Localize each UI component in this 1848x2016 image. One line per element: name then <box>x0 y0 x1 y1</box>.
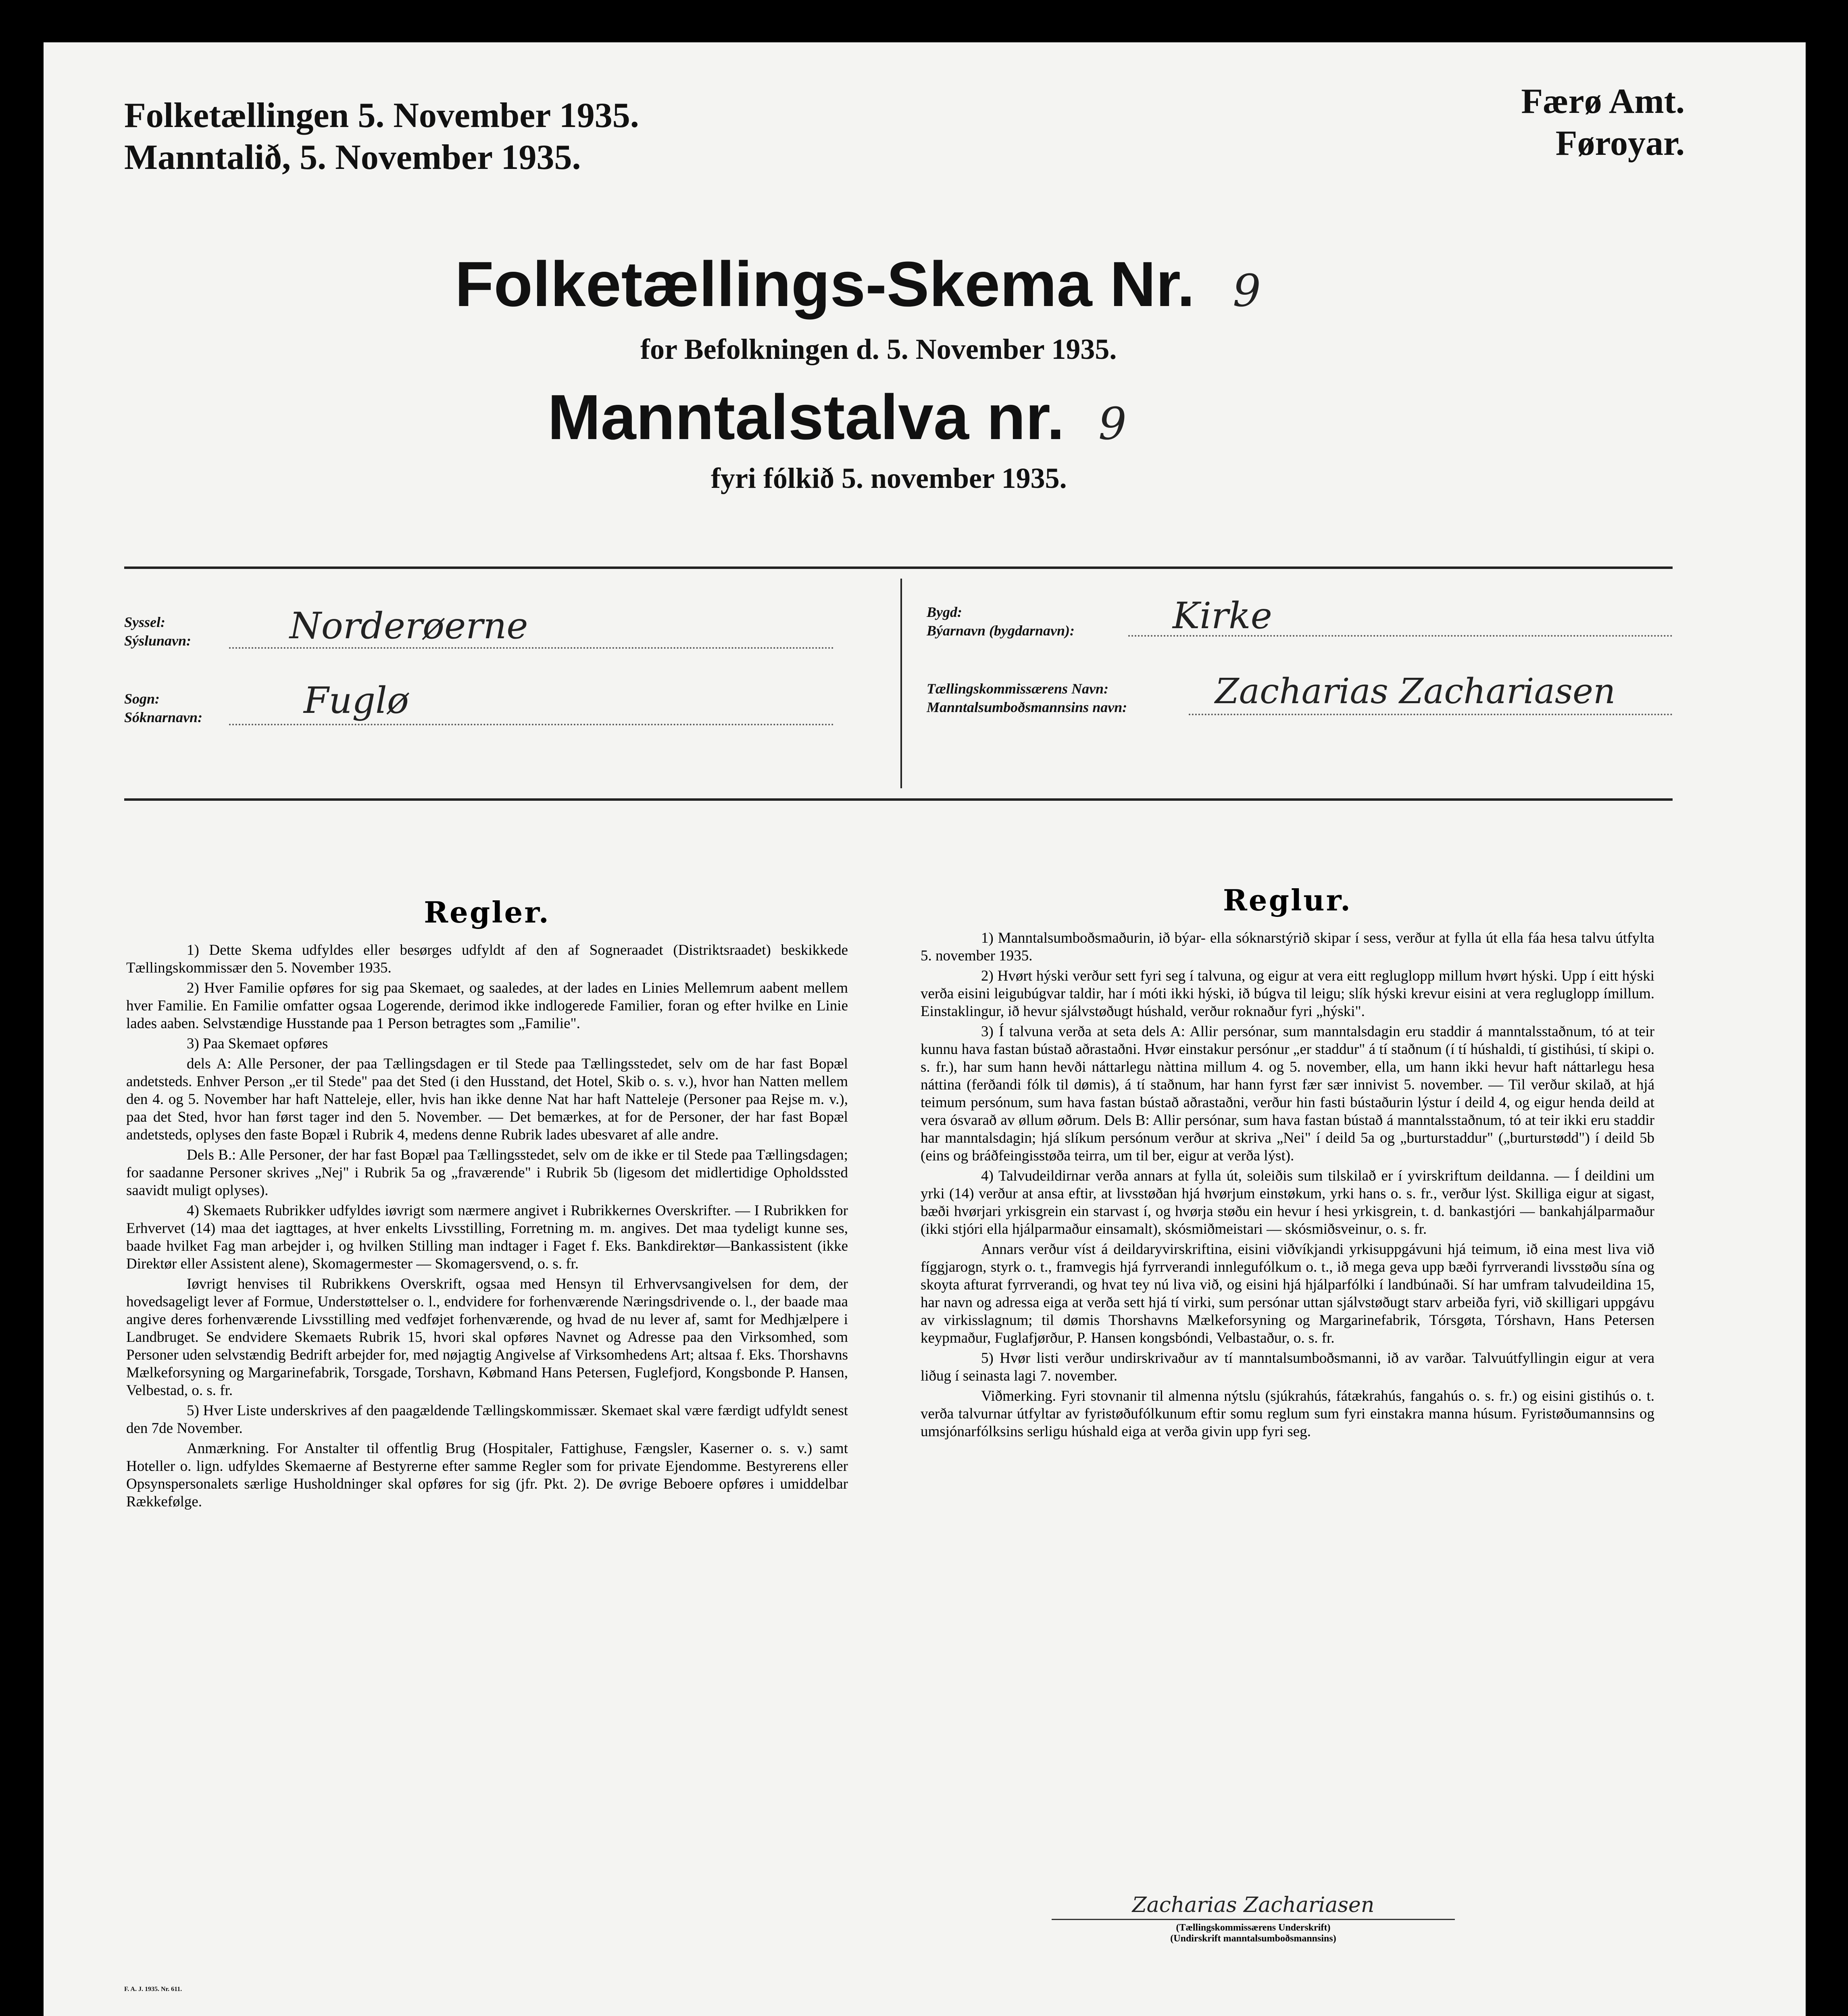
header-left-line2: Manntalið, 5. November 1935. <box>124 138 581 177</box>
regler-paragraph: 1) Dette Skema udfyldes eller besørges udfyldt af den af Sogneraadet (Distriktsraadet) beskikkede Tællingskommissær den 5. November 1935. <box>126 942 848 976</box>
regler-column <box>126 895 848 1513</box>
reglur-column <box>921 883 1654 1443</box>
print-code: F. A. J. 1935. Nr. 611. <box>124 1986 182 1993</box>
bygd-label-2: Býarnavn (bygdarnavn): <box>927 623 1075 639</box>
sogn-value: Fuglø <box>304 679 409 722</box>
regler-paragraph: 4) Skemaets Rubrikker udfyldes iøvrigt som nærmere angivet i Rubrikkernes Overskrifter. — I Rubrikken for Erhvervet (14) maa det iagttages, at hver enkelts Livsstilling, Forretning m. m. angives. Det maa tydeligt kunne ses, baade hvilket Fag man arbejder i, og hvilken Stilling man indtager i Faget f. Eks. Bankdirektør—Bankassistent (ikke Direktør eller Assistent alene), Skomagermester — Skomagersvend, o. s. fr. <box>126 1202 848 1272</box>
manntalstalva-title-text: Manntalstalva nr. <box>548 382 1065 453</box>
middle-vertical-divider <box>900 579 902 788</box>
regler-heading: Regler. <box>424 895 550 929</box>
reglur-paragraph: 5) Hvør listi verður undirskrivaður av tí manntalsumboðsmanni, ið av varðar. Talvuútfyllingin eigur at vera liðug í seinasta lagi 7. november. <box>921 1350 1654 1384</box>
syssel-value: Norderøerne <box>290 605 528 647</box>
reglur-paragraph: 4) Talvudeildirnar verða annars at fylla út, soleiðis sum tilskilað er í yvirskriftum deildanna. — Í deildini um yrki (14) verður at ansa eftir, at livsstøðan hjá hvørjum einstøkum, yrki hans o. s. fr., verður lýst. Skilliga eigur at sigast, bæði hvørjari yrkisgrein ein starvast í, og hvørja støðu ein hevur í hesi yrkisgrein, t. d. bankastjóri — bankahjálparmaður (ikki stjóri ella hjálparmaður einsamalt), skósmiðmeistari — skósmiðsveinur, o. s. fr. <box>921 1168 1654 1237</box>
syssel-label-1: Syssel: <box>124 614 165 630</box>
kommissaer-label-2: Manntalsumboðsmannsins navn: <box>927 699 1127 715</box>
sogn-label <box>124 689 202 727</box>
folkid-line: fyri fólkið 5. november 1935. <box>711 462 1067 494</box>
signature: Zacharias Zachariasen <box>1052 1893 1455 1920</box>
bottom-divider <box>124 798 1673 801</box>
header-left-line1: Folketællingen 5. November 1935. <box>124 96 639 135</box>
syssel-line <box>229 647 834 649</box>
syssel-label-2: Sýslunavn: <box>124 633 192 649</box>
reglur-paragraph: Annars verður víst á deildaryvirskriftina, eisini viðvíkjandi yrkisuppgávuni hjá teimum, ið eina mest liva við fíggjarogn, styrk o. t., framvegis hjá fyrrverandi innlegufólkum o. t., ið mega geva upp bæði fyrrverandi livsstøðu sína og skoyta afturat fyrrverandi, og hvat tey nú liva við, og eisini hjá hjálparfólki í landbúnaði. Sí har umfram talvudeildina 15, har navn og adressa eiga at verða sett hjá tí virki, sum persónar uttan sjálvstøðugt starv arbeiða fyri, við skilligari uppgávu av virkisslagnum; til dømis Thorshavns Mælkeforsyning og Margarinefabrik, Tórsgøta, Tórshavn, Hans Petersen keypmaður, Fuglafjørður, P. Hansen kongsbóndi, Velbastaður, o. s. fr. <box>921 1241 1654 1346</box>
bygd-label-1: Bygd: <box>927 604 962 620</box>
kommissaer-label <box>927 679 1127 716</box>
kommissaer-line <box>1189 714 1673 715</box>
regler-paragraph: Iøvrigt henvises til Rubrikkens Overskrift, ogsaa med Hensyn til Erhvervsangivelsen for dem, der hovedsageligt lever af Formue, Understøttelser o. l., endvidere for forhenværende Næringsdrivende o. l., der baade maa angive deres forhenværende Livsstilling med vedføjet forhenværende, og hvad de nu lever af, samt for Medhjælpere i Landbruget. Se endvidere Skemaets Rubrik 15, hvori skal opføres Navnet og Adresse paa den Virksomhed, som Personer uden selvstændig Bedrift arbejder for, med nøjagtig Angivelse af Virksomhedens Art; altsaa f. Eks. Thorshavns Mælkeforsyning og Margarinefabrik, Torsgade, Torshavn, Købmand Hans Petersen, Fuglefjord, Kongsbonde P. Hansen, Velbestad, o. s. fr. <box>126 1276 848 1399</box>
sogn-line <box>229 724 834 725</box>
reglur-paragraph: 3) Í talvuna verða at seta dels A: Allir persónar, sum manntalsdagin eru staddir á manntalsstaðnum, tó at teir kunnu hava fastan bústað aðrastaðni. Hvør einstakur persónur „er staddur" á tí staðnum (í tí húshaldi, tí gistihúsi, tí skipi o. s. fr.), har sum hann hevði náttarlegu nàttina millum 4. og 5. november, ella, um hann ikki hevur haft náttarlegu hesa náttina (ferðandi fólk til dømis), á tí staðnum, har hann fyrst fær sær innivist 5. november. — Til verður skilað, at hjá teimum persónum, sum hava fastan bústað aðrastaðni, verður hin fasti bústaðurin lýstur í deild 4, og eigur henda deild at vera ósvarað av øllum øðrum. Dels B: Allir persónar, sum hava fastan bústað á manntalsstaðnum, tó at teir ikki eru staddir har manntalsdagin; hjá slíkum persónum verður at skriva „Nei" í deild 5a og „burturstaddur" („burturstødd") í deild 5b (eins og bráðfeingisstøða teirra, um til ber, eigur at verða lýst). <box>921 1023 1654 1164</box>
reglur-paragraph: 2) Hvørt hýski verður sett fyri seg í talvuna, og eigur at vera eitt regluglopp millum hvørt hýski. Upp í eitt hýski verða eisini leigubúgvar taldir, har í móti ikki hýski, ið búgva til leigu; slík hýski krevur eisini at vera regluglopp ímillum. Einstaklingur, ið hevur sjálvstøðugt húshald, verður roknaður fyri „hýski". <box>921 968 1654 1020</box>
reglur-paragraph: Viðmerking. Fyri stovnanir til almenna nýtslu (sjúkrahús, fátækrahús, fangahús o. s. fr.) og eisini gistihús o. t. verða talvurnar útfyltar av fyristøðufólkunum eftir somu reglum sum fyri einstakra manna húsum. Fyristøðumannsins og umsjónarfólksins serligu húshald eiga at verða givin upp fyri seg. <box>921 1388 1654 1440</box>
regler-paragraph: 3) Paa Skemaet opføres <box>187 1035 328 1052</box>
skema-number: 9 <box>1233 265 1261 317</box>
regler-paragraph: dels A: Alle Personer, der paa Tællingsdagen er til Stede paa Tællingsstedet, selv om de har fast Bopæl andetsteds. Enhver Person „er til Stede" paa det Sted (i den Husstand, det Hotel, Skib o. s. v.), hvor han Natten mellem den 4. og 5. November har haft Natteleje, eller, hvis han ikke denne Nat har haft Natteleje (Personer paa Rejse m. v.), paa det Sted, hvor han først tager ind den 5. November. — Det bemærkes, at for de Personer, der har fast Bopæl andetsteds, oplyses den faste Bopæl i Rubrik 4, medens denne Rubrik lades ubesvaret af alle andre. <box>126 1056 848 1143</box>
header-left <box>124 95 639 179</box>
header-right <box>1521 81 1685 165</box>
header-right-line1: Færø Amt. <box>1521 82 1685 121</box>
signature-caption-2: (Undirskrift manntalsumboðsmannsins) <box>1170 1933 1336 1944</box>
bygd-value: Kirke <box>1173 595 1272 637</box>
census-form-page <box>44 42 1806 2016</box>
top-divider <box>124 566 1673 569</box>
kommissaer-label-1: Tællingskommissærens Navn: <box>927 681 1109 697</box>
skema-title <box>455 248 1261 321</box>
header-right-line2: Føroyar. <box>1555 124 1685 163</box>
sogn-label-2: Sóknarnavn: <box>124 709 203 725</box>
skema-title-text: Folketællings-Skema Nr. <box>455 249 1195 320</box>
kommissaer-value: Zacharias Zachariasen <box>1215 671 1616 712</box>
befolkning-line: for Befolkningen d. 5. November 1935. <box>640 333 1117 365</box>
syssel-label <box>124 613 191 650</box>
manntalstalva-number: 9 <box>1098 398 1127 450</box>
signature-caption-1: (Tællingskommissærens Underskrift) <box>1176 1922 1331 1933</box>
bygd-label <box>927 603 1075 640</box>
reglur-heading: Reglur. <box>1223 883 1352 917</box>
reglur-paragraph: 1) Manntalsumboðsmaðurin, ið býar- ella sóknarstýrið skipar í sess, verður at fylla út ella fáa hesa talvu útfylta 5. november 1935. <box>921 930 1654 964</box>
sogn-label-1: Sogn: <box>124 691 160 707</box>
regler-paragraph: Anmærkning. For Anstalter til offentlig Brug (Hospitaler, Fattighuse, Fængsler, Kaserner o. s. v.) samt Hoteller o. lign. udfyldes Skemaerne af Bestyrerne efter samme Regler som for private Ejendomme. Bestyrerens eller Opsynspersonalets særlige Husholdninger skal opføres for sig (jfr. Pkt. 2). De øvrige Beboere opføres i umiddelbar Rækkefølge. <box>126 1440 848 1510</box>
regler-paragraph: 5) Hver Liste underskrives af den paagældende Tællingskommissær. Skemaet skal være færdigt udfyldt senest den 7de November. <box>126 1402 848 1437</box>
signature-block <box>1052 1893 1455 1944</box>
manntalstalva-title <box>548 381 1127 454</box>
regler-paragraph: Dels B.: Alle Personer, der har fast Bopæl paa Tællingsstedet, selv om de ikke er til Stede paa Tællingsdagen; for saadanne Personer skrives „Nej" i Rubrik 5a og „fraværende" i Rubrik 5b (ligesom det midlertidige Opholdssted saavidt muligt oplyses). <box>126 1147 848 1199</box>
regler-paragraph: 2) Hver Familie opføres for sig paa Skemaet, og saaledes, at der lades en Linies Mellemrum aabent mellem hver Familie. En Familie omfatter ogsaa Logerende, derimod ikke indlogerede Familier, foran og efter hvilke en Linie lades aaben. Selvstændige Husstande paa 1 Person betragtes som „Familie". <box>126 980 848 1032</box>
